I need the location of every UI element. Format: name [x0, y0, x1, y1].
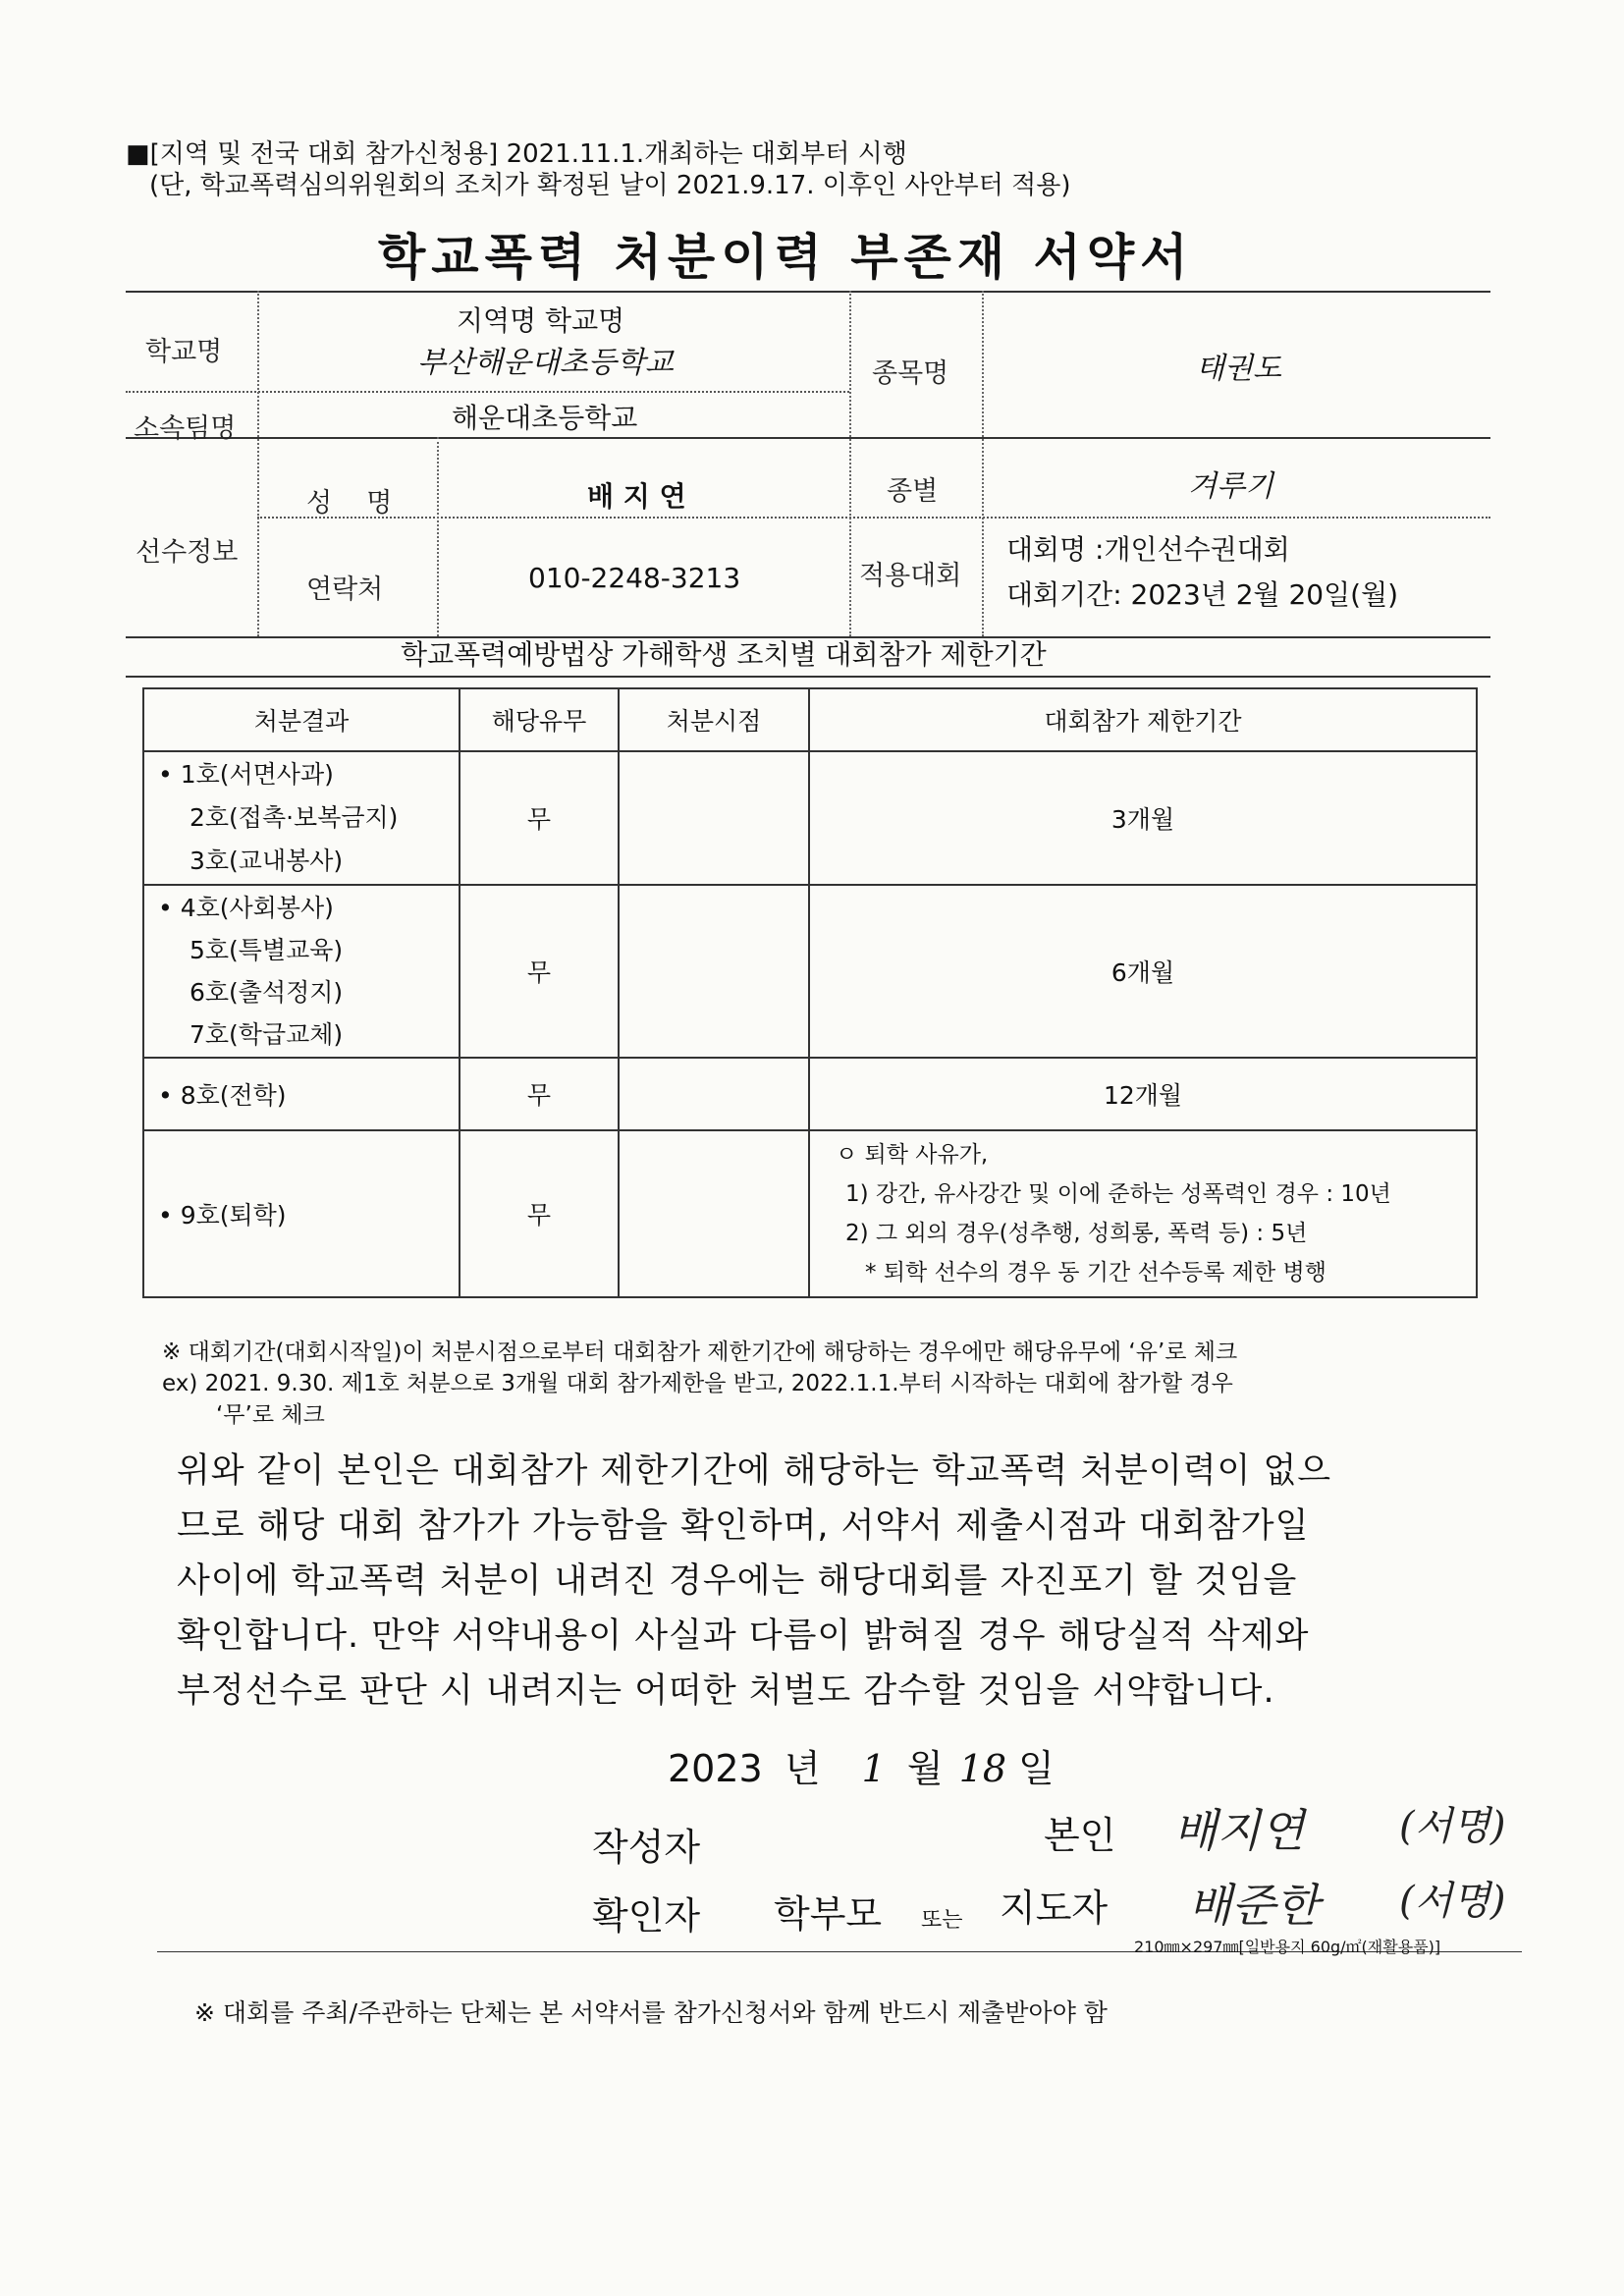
rule-info-mid [126, 437, 1490, 439]
col-header-applicable: 해당유무 [460, 688, 619, 751]
period-cell [809, 1130, 1477, 1297]
rule-top [126, 291, 1490, 293]
date-cell [619, 751, 809, 885]
phone-value: 010-2248-3213 [528, 562, 741, 594]
period-line: ㅇ 퇴학 사유가, [836, 1142, 989, 1168]
self-seal: (서명) [1399, 1804, 1506, 1849]
applicable-cell: 무 [460, 1058, 619, 1130]
school-sub-label: 지역명 학교명 [457, 304, 625, 337]
notice-line-2: (단, 학교폭력심의위원회의 조치가 확정된 날이 2021.9.17. 이후인 사안부터 적용) [149, 171, 1071, 200]
parent-label: 학부모 [774, 1892, 883, 1936]
notice-line-1: ■[지역 및 전국 대회 참가신청용] 2021.11.1.개최하는 대회부터 시행 [126, 139, 907, 169]
apply-competition-label: 적용대회 [859, 561, 962, 591]
note-line-3: ‘무’로 체크 [216, 1402, 325, 1428]
name-label: 성 명 [306, 488, 399, 519]
applicable-cell: 무 [460, 1130, 619, 1297]
date-day: 18 [958, 1747, 1007, 1790]
table-row [143, 1130, 1477, 1297]
col-header-result: 처분결과 [143, 688, 460, 751]
phone-label: 연락처 [306, 574, 384, 605]
date-month: 1 [861, 1747, 886, 1790]
result-cell [143, 1130, 460, 1297]
coach-seal: (서명) [1399, 1879, 1506, 1924]
self-signature: 배지연 [1173, 1804, 1305, 1857]
date-cell [619, 1130, 809, 1297]
rule-restriction-title [126, 676, 1490, 678]
school-label: 학교명 [145, 337, 223, 367]
table-row [143, 751, 1477, 885]
result-item: • 9호(퇴학) [158, 1201, 287, 1230]
result-cell [143, 1058, 460, 1130]
restriction-title: 학교폭력예방법상 가해학생 조치별 대회참가 제한기간 [401, 638, 1047, 671]
note-line-1: ※ 대회기간(대회시작일)이 처분시점으로부터 대회참가 제한기간에 해당하는 경우에만 해당유무에 ‘유’로 체크 [162, 1339, 1238, 1365]
vdiv-label [257, 291, 259, 636]
confirm-label: 확인자 [592, 1894, 701, 1938]
col-header-period: 대회참가 제한기간 [809, 688, 1477, 751]
event-label: 종목명 [872, 358, 949, 389]
rule-school-team [126, 391, 849, 393]
period-cell: 6개월 [809, 885, 1477, 1058]
rule-player-mid [257, 517, 1490, 519]
table-row [143, 1058, 1477, 1130]
footer-note: ※ 대회를 주최/주관하는 단체는 본 서약서를 참가신청서와 함께 반드시 제출받아야 함 [194, 1998, 1108, 2027]
writer-label: 작성자 [592, 1826, 701, 1869]
result-item: 3호(교내봉사) [189, 847, 344, 875]
category-value: 겨루기 [1188, 469, 1273, 504]
pledge-line: 부정선수로 판단 시 내려지는 어떠한 처벌도 감수할 것임을 서약합니다. [177, 1671, 1275, 1711]
date-line [668, 1738, 1055, 1792]
period-line: 2) 그 외의 경우(성추행, 성희롱, 폭력 등) : 5년 [845, 1221, 1308, 1246]
date-year: 2023 [668, 1747, 763, 1790]
category-label: 종별 [887, 476, 939, 507]
vdiv-player [437, 437, 439, 636]
result-item: 6호(출석정지) [189, 978, 344, 1007]
note-line-2: ex) 2021. 9.30. 제1호 처분으로 3개월 대회 참가제한을 받고, 2022.1.1.부터 시작하는 대회에 참가할 경우 [162, 1371, 1233, 1396]
paper-spec: 210㎜×297㎜[일반용지 60g/㎡(재활용품)] [1134, 1938, 1441, 1956]
period-cell: 3개월 [809, 751, 1477, 885]
date-year-unit: 년 [784, 1747, 821, 1790]
result-item: 2호(접촉·보복금지) [189, 803, 399, 832]
or-label: 또는 [921, 1908, 963, 1933]
self-label: 본인 [1044, 1814, 1116, 1857]
pledge-line: 확인합니다. 만약 서약내용이 사실과 다름이 밝혀질 경우 해당실적 삭제와 [177, 1616, 1310, 1656]
pledge-line: 므로 해당 대회 참가가 가능함을 확인하며, 서약서 제출시점과 대회참가일 [177, 1506, 1310, 1546]
school-value: 부산해운대초등학교 [417, 346, 674, 380]
player-info-label: 선수정보 [135, 537, 239, 568]
date-cell [619, 1058, 809, 1130]
coach-label: 지도자 [1000, 1886, 1109, 1930]
competition-period: 대회기간: 2023년 2월 20일(월) [1006, 578, 1399, 611]
result-item: 7호(학급교체) [189, 1020, 344, 1049]
date-month-unit: 월 [906, 1747, 944, 1790]
result-item: • 8호(전학) [158, 1081, 287, 1110]
vdiv-right [982, 291, 984, 636]
pledge-line: 사이에 학교폭력 처분이 내려진 경우에는 해당대회를 자진포기 할 것임을 [177, 1561, 1298, 1601]
result-cell [143, 885, 460, 1058]
page-title: 학교폭력 처분이력 부존재 서약서 [378, 229, 1194, 286]
period-line: * 퇴학 선수의 경우 동 기간 선수등록 제한 병행 [865, 1260, 1326, 1285]
result-cell [143, 751, 460, 885]
applicable-cell: 무 [460, 885, 619, 1058]
table-row [143, 885, 1477, 1058]
event-value: 태권도 [1196, 352, 1281, 386]
coach-signature: 배준한 [1188, 1879, 1320, 1932]
competition-name: 대회명 :개인선수권대회 [1006, 533, 1290, 566]
pledge-line: 위와 같이 본인은 대회참가 제한기간에 해당하는 학교폭력 처분이력이 없으 [177, 1451, 1332, 1491]
date-cell [619, 885, 809, 1058]
team-value: 해운대초등학교 [452, 402, 638, 434]
col-header-date: 처분시점 [619, 688, 809, 751]
result-item: 5호(특별교육) [189, 936, 344, 964]
applicable-cell: 무 [460, 751, 619, 885]
period-line: 1) 강간, 유사강간 및 이에 준하는 성폭력인 경우 : 10년 [845, 1181, 1391, 1207]
period-cell: 12개월 [809, 1058, 1477, 1130]
name-value: 배 지 연 [587, 480, 686, 513]
restriction-table [142, 687, 1478, 1298]
result-item: • 1호(서면사과) [158, 760, 334, 789]
team-label: 소속팀명 [134, 413, 237, 444]
date-day-unit: 일 [1018, 1747, 1055, 1790]
result-item: • 4호(사회봉사) [158, 894, 334, 922]
vdiv-middle [849, 291, 851, 636]
